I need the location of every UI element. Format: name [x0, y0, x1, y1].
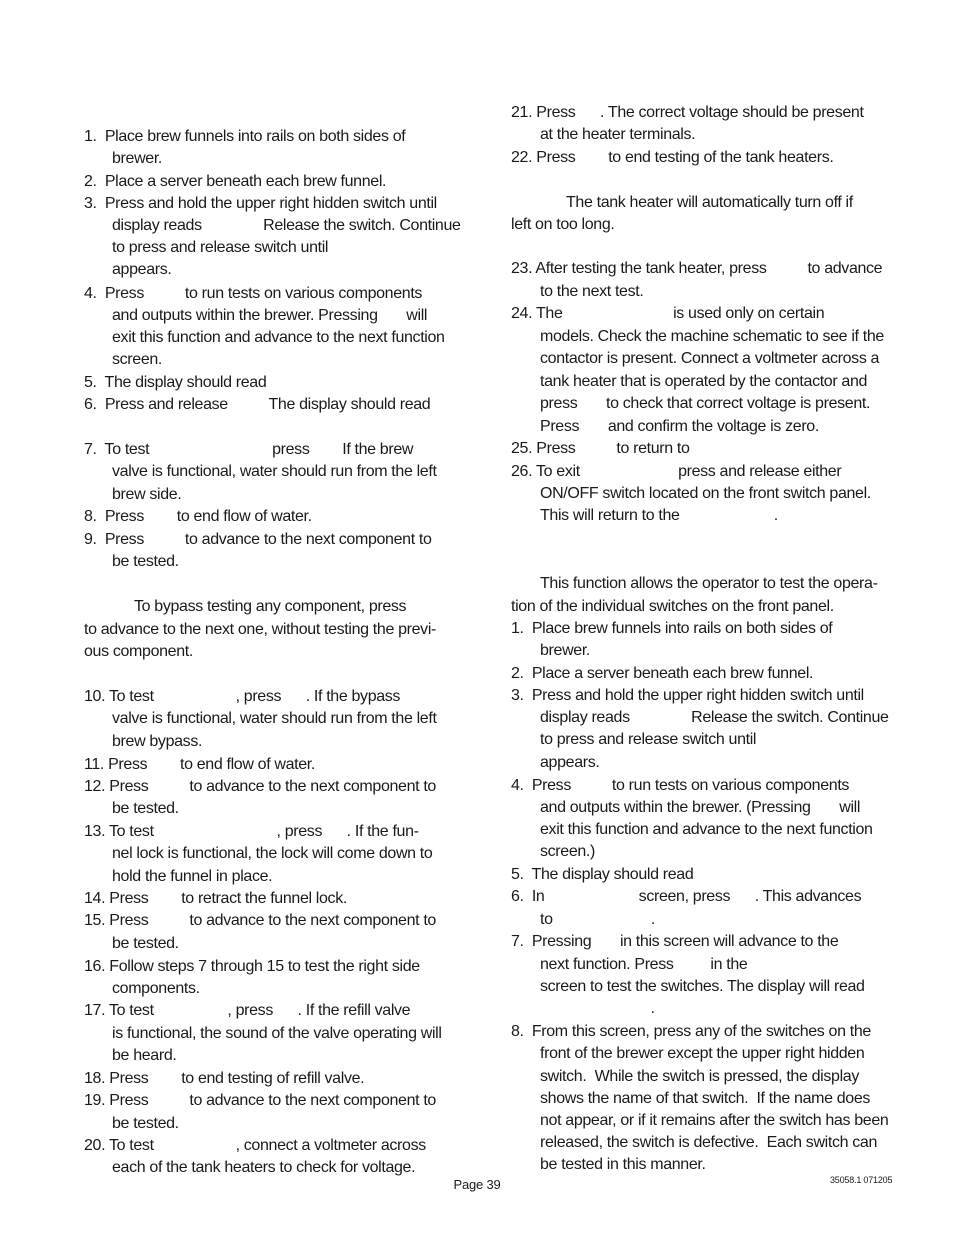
text-line: 15. Press to advance to the next component to [84, 912, 436, 929]
text-line: 7. Pressing in this screen will advance to the [511, 933, 839, 950]
text-line: 11. Press to end flow of water. [84, 756, 315, 773]
text-line: 16. Follow steps 7 through 15 to test the right side [84, 958, 420, 975]
text-line: 21. Press . The correct voltage should be present [511, 104, 864, 121]
text-line: 2. Place a server beneath each brew funnel. [84, 173, 387, 190]
text-line: 17. To test , press . If the refill valve [84, 1002, 411, 1019]
text-line: brewer. [112, 150, 163, 167]
text-line: be tested. [112, 553, 179, 570]
text-line: 19. Press to advance to the next component to [84, 1092, 436, 1109]
text-line: 3. Press and hold the upper right hidden switch until [511, 687, 864, 704]
text-line: at the heater terminals. [540, 126, 696, 143]
text-line: 7. To test press If the brew [84, 441, 414, 458]
text-line: be tested. [112, 935, 179, 952]
text-line: The tank heater will automatically turn off if [566, 194, 853, 211]
text-line: 24. The is used only on certain [511, 305, 825, 322]
text-line: screen. [112, 351, 163, 368]
text-line: 5. The display should read [84, 374, 267, 391]
text-line: left on too long. [511, 216, 615, 233]
text-line: Press and confirm the voltage is zero. [540, 418, 819, 435]
text-line: press to check that correct voltage is present. [540, 395, 871, 412]
text-line: brew bypass. [112, 733, 203, 750]
text-line: next function. Press in the [540, 956, 748, 973]
text-line: models. Check the machine schematic to see if the [540, 328, 884, 345]
text-line: be heard. [112, 1047, 177, 1064]
text-line: 6. Press and release The display should read [84, 396, 431, 413]
text-line: nel lock is functional, the lock will come down to [112, 845, 433, 862]
text-line: screen to test the switches. The display will read [540, 978, 865, 995]
text-line: and outputs within the brewer. (Pressing will [540, 799, 861, 816]
text-line: 9. Press to advance to the next component to [84, 531, 432, 548]
text-line: 8. From this screen, press any of the switches on the [511, 1023, 871, 1040]
text-line: 2. Place a server beneath each brew funnel. [511, 665, 814, 682]
text-line: released, the switch is defective. Each switch can [540, 1134, 877, 1151]
page-number: Page 39 [453, 1177, 501, 1192]
text-line: be tested. [112, 1115, 179, 1132]
text-line: not appear, or if it remains after the switch has been [540, 1112, 889, 1129]
text-line: To bypass testing any component, press [134, 598, 407, 615]
text-line: This function allows the operator to test the opera- [540, 575, 878, 592]
text-line: screen.) [540, 843, 595, 860]
text-line: to the next test. [540, 283, 644, 300]
text-line: 20. To test , connect a voltmeter across [84, 1137, 426, 1154]
text-line: 5. The display should read [511, 866, 694, 883]
text-line: 26. To exit press and release either [511, 463, 842, 480]
text-line: 13. To test , press . If the fun- [84, 823, 419, 840]
text-line: 4. Press to run tests on various components [511, 777, 850, 794]
text-line: to press and release switch until [112, 239, 329, 256]
text-line: to press and release switch until [540, 731, 757, 748]
text-line: switch. While the switch is pressed, the display [540, 1068, 859, 1085]
text-line: brew side. [112, 486, 182, 503]
text-line: tank heater that is operated by the contactor and [540, 373, 868, 390]
text-line: 10. To test , press . If the bypass [84, 688, 401, 705]
text-line: ON/OFF switch located on the front switch panel. [540, 485, 871, 502]
text-line: exit this function and advance to the next function [540, 821, 873, 838]
text-line: 6. In screen, press . This advances [511, 888, 862, 905]
document-code: 35058.1 071205 [830, 1175, 893, 1185]
text-line: be tested in this manner. [540, 1156, 706, 1173]
text-line: to advance to the next one, without testing the previ- [84, 621, 436, 638]
text-line: 4. Press to run tests on various components [84, 285, 423, 302]
text-line: valve is functional, water should run from the left [112, 710, 437, 727]
text-line: appears. [112, 261, 172, 278]
text-line: components. [112, 980, 200, 997]
text-line: 18. Press to end testing of refill valve. [84, 1070, 365, 1087]
text-line: each of the tank heaters to check for voltage. [112, 1159, 416, 1176]
text-line: 14. Press to retract the funnel lock. [84, 890, 347, 907]
text-line: 12. Press to advance to the next component to [84, 778, 436, 795]
text-line: brewer. [540, 642, 591, 659]
text-line: appears. [540, 754, 600, 771]
text-line: 22. Press to end testing of the tank heaters. [511, 149, 834, 166]
text-line: ous component. [84, 643, 193, 660]
text-line: valve is functional, water should run from the left [112, 463, 437, 480]
text-line: shows the name of that switch. If the name does [540, 1090, 871, 1107]
text-line: . [540, 1000, 655, 1017]
text-line: 25. Press to return to [511, 440, 690, 457]
text-line: and outputs within the brewer. Pressing will [112, 307, 428, 324]
text-line: to . [540, 911, 656, 928]
text-line: 8. Press to end flow of water. [84, 508, 312, 525]
text-line: 23. After testing the tank heater, press to advance [511, 260, 883, 277]
text-line: display reads Release the switch. Continue [112, 217, 461, 234]
text-line: 1. Place brew funnels into rails on both sides of [511, 620, 833, 637]
text-line: This will return to the . [540, 507, 778, 524]
text-line: 1. Place brew funnels into rails on both sides of [84, 128, 406, 145]
text-line: front of the brewer except the upper right hidden [540, 1045, 865, 1062]
text-line: display reads Release the switch. Continue [540, 709, 889, 726]
text-line: hold the funnel in place. [112, 868, 273, 885]
text-line: 3. Press and hold the upper right hidden switch until [84, 195, 437, 212]
text-line: tion of the individual switches on the front panel. [511, 598, 834, 615]
text-line: be tested. [112, 800, 179, 817]
text-line: is functional, the sound of the valve operating will [112, 1025, 442, 1042]
text-line: exit this function and advance to the next function [112, 329, 445, 346]
text-line: contactor is present. Connect a voltmeter across a [540, 350, 880, 367]
